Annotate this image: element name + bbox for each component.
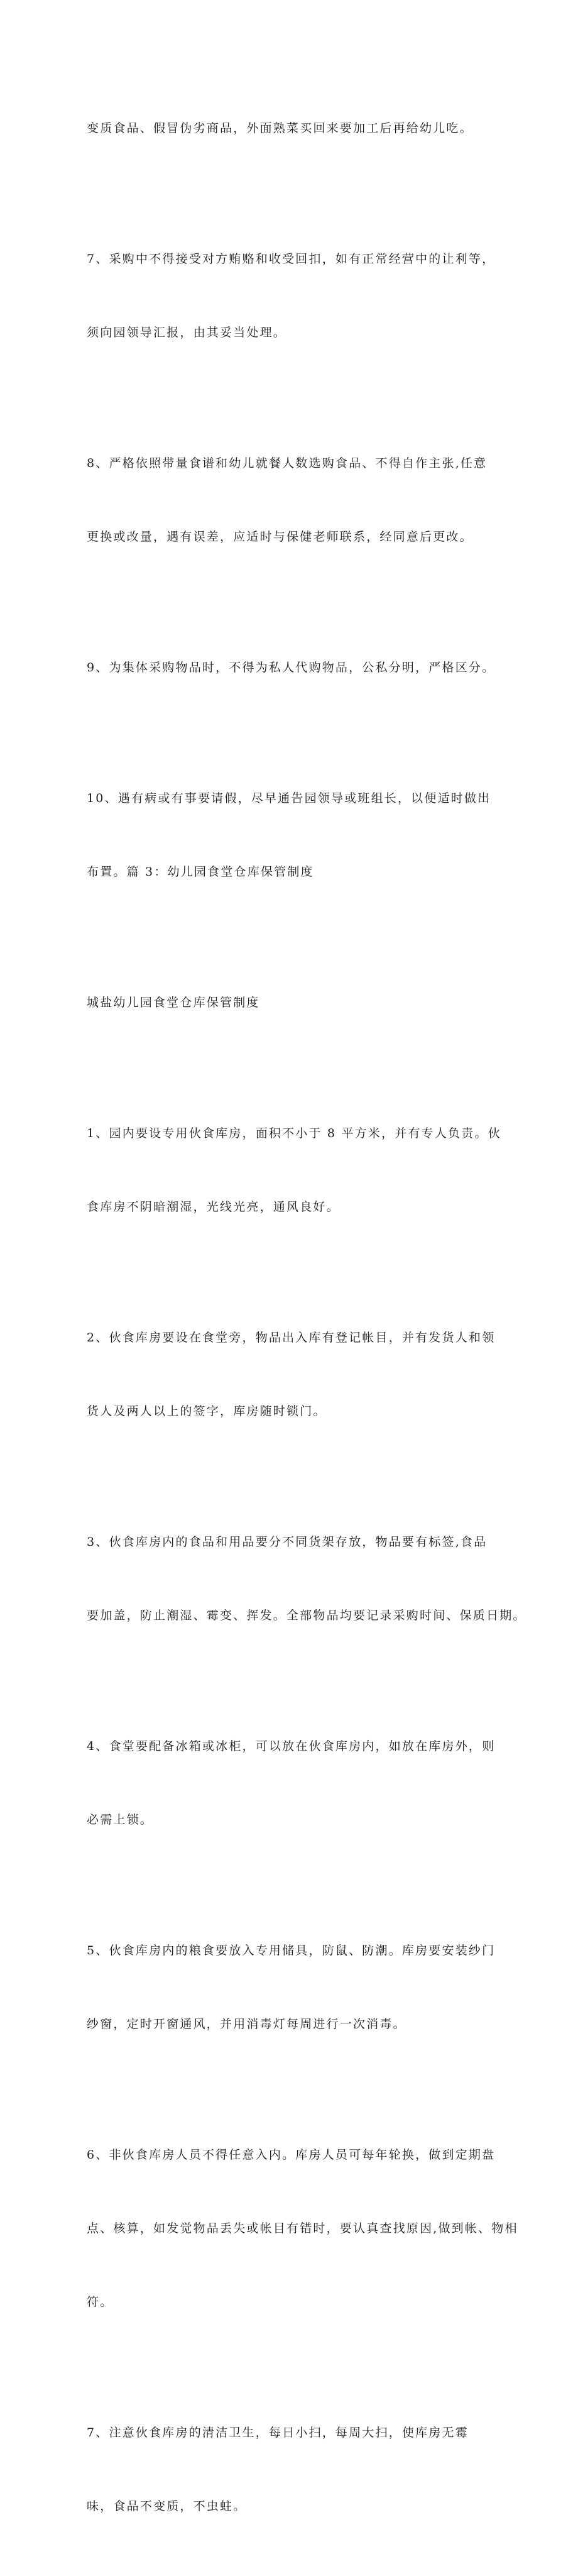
paragraph-11 [87,1890,501,2086]
text-line: 7、采购中不得接受对方贿赂和收受回扣，如有正常经营中的让利等， [87,252,496,266]
text-line: 10、遇有病或有事要请假，尽早通告园领导或班组长，以便适时做出 [87,791,491,805]
document-body [87,67,526,2576]
paragraph-4 [87,607,501,729]
text-line: 1、园内要设专用伙食库房，面积不小于 8 平方米，并有专人负责。伙 [87,1126,501,1140]
text-line: 2、伙食库房要设在食堂旁，物品出入库有登记帐目，并有发货人和领 [87,1331,496,1345]
text-line: 更换或改量，遇有误差，应适时与保健老师联系，经同意后更改。 [87,530,473,544]
paragraph-7 [87,1072,501,1269]
paragraph-8 [87,1277,501,1473]
paragraph-13 [87,2372,501,2568]
text-line: 食库房不阴暗潮湿，光线光亮，通风良好。 [87,1200,340,1214]
text-line: 5、伙食库房内的粮食要放入专用储具，防鼠、防潮。库房要安装纱门 [87,1944,496,1957]
paragraph-5 [87,737,501,933]
text-line: 必需上锁。 [87,1813,154,1827]
text-line: 8、严格依照带量食谱和幼儿就餐人数选购食品、不得自作主张,任意 [87,456,488,470]
text-line: 城盐幼儿园食堂仓库保管制度 [87,996,260,1010]
paragraph-2 [87,198,501,394]
text-line: 变质食品、假冒伪劣商品，外面熟菜买回来要加工后再给幼儿吃。 [87,121,473,135]
text-line: 点、核算，如发觉物品丢失或帐目有错时，要认真查找原因,做到帐、物相 [87,2221,518,2235]
text-line: 须向园领导汇报，由其妥当处理。 [87,326,287,339]
section-title [87,942,501,1064]
paragraph-12 [87,2094,518,2364]
paragraph-10 [87,1685,501,1881]
text-line: 货人及两人以上的签字，库房随时锁门。 [87,1404,327,1418]
text-line: 纱窗，定时开窗通风，并用消毒灯每周进行一次消毒。 [87,2017,406,2031]
text-line: 味，食品不变质，不虫蛀。 [87,2499,247,2513]
text-line: 3、伙食库房内的食品和用品要分不同货架存放，物品要有标签,食品 [87,1535,488,1549]
text-line: 6、非伙食库房人员不得任意入内。库房人员可每年轮换，做到定期盘 [87,2148,496,2162]
text-line: 布置。篇 3：幼儿园食堂仓库保管制度 [87,865,314,879]
text-line: 7、注意伙食库房的清洁卫生，每日小扫，每周大扫，使库房无霉 [87,2426,469,2440]
text-line: 符。 [87,2295,114,2309]
paragraph-1 [87,67,501,190]
paragraph-3 [87,402,501,598]
text-line: 4、食堂要配备冰箱或冰柜，可以放在伙食库房内，如放在库房外，则 [87,1739,496,1753]
text-line: 9、为集体采购物品时，不得为私人代购物品，公私分明，严格区分。 [87,661,496,674]
text-line: 要加盖，防止潮湿、霉变、挥发。全部物品均要记录采购时间、保质日期。 [87,1609,526,1622]
paragraph-9 [87,1481,526,1677]
